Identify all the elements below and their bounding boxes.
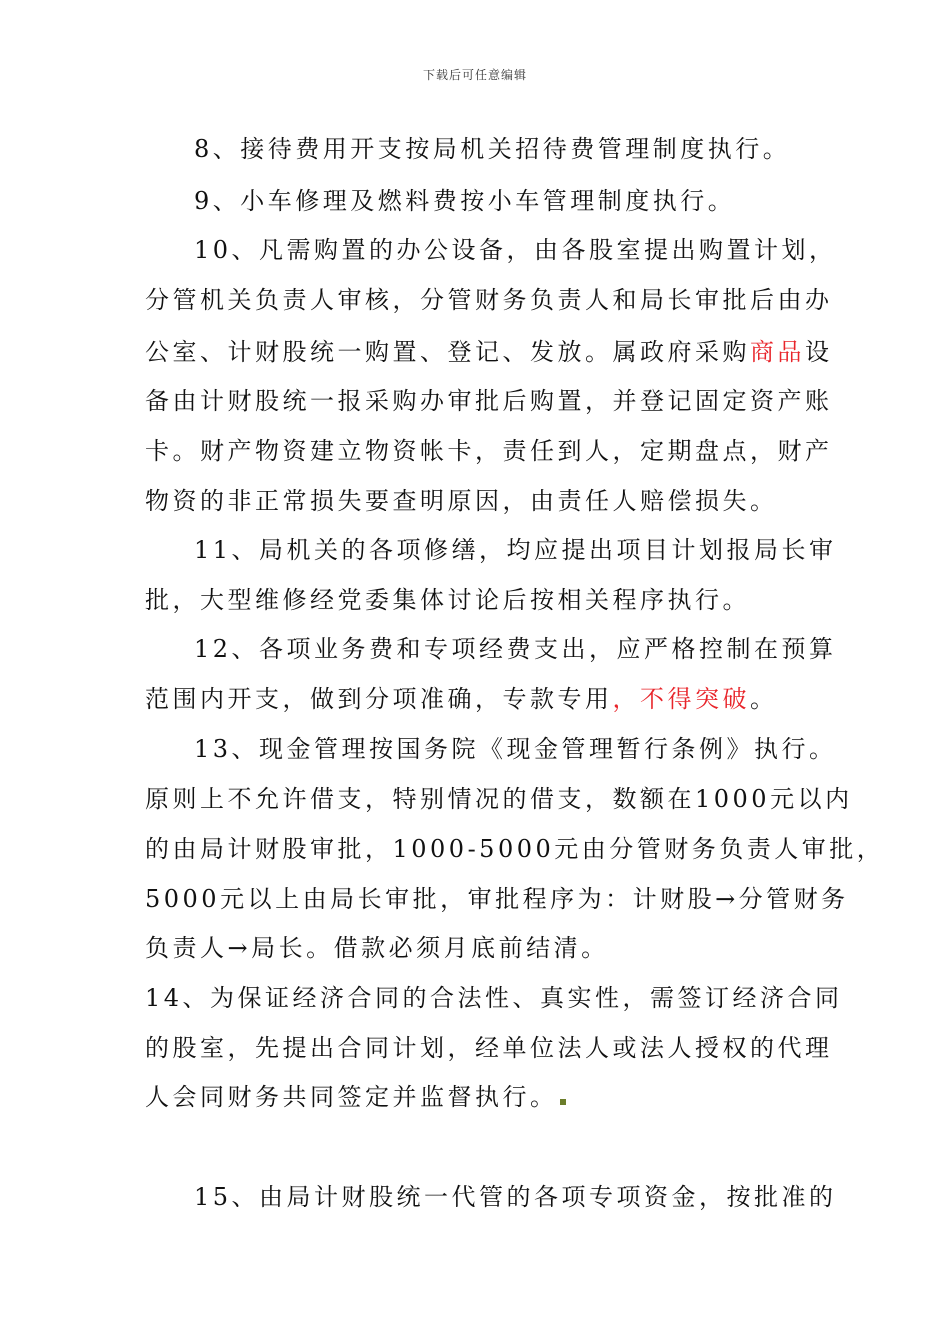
paragraph-line: 5000元以上由局长审批，审批程序为：计财股→分管财务 [145, 885, 849, 913]
paragraph-line [145, 683, 778, 715]
paragraph-line: 卡。财产物资建立物资帐卡，责任到人，定期盘点，财产 [145, 437, 833, 465]
paragraph-line: 10、凡需购置的办公设备，由各股室提出购置计划， [194, 236, 837, 264]
line-segment: 设 [805, 338, 833, 366]
paragraph-line: 批，大型维修经党委集体讨论后按相关程序执行。 [145, 586, 750, 614]
paragraph-line: 9、小车修理及燃料费按小车管理制度执行。 [194, 187, 736, 215]
paragraph-line: 12、各项业务费和专项经费支出，应严格控制在预算 [194, 635, 837, 663]
highlighted-text: ，不得突破 [612, 685, 750, 713]
page-header: 下载后可任意编辑 [422, 68, 527, 82]
anchor-marker-icon [560, 1099, 566, 1105]
paragraph-line: 15、由局计财股统一代管的各项专项资金，按批准的 [194, 1183, 837, 1211]
line-segment: 人会同财务共同签定并监督执行。 [145, 1083, 558, 1111]
paragraph-line: 物资的非正常损失要查明原因，由责任人赔偿损失。 [145, 487, 778, 515]
paragraph-line: 14、为保证经济合同的合法性、真实性，需签订经济合同 [145, 984, 843, 1012]
paragraph-line: 的由局计财股审批，1000-5000元由分管财务负责人审批， [145, 835, 885, 863]
paragraph-line [145, 336, 833, 368]
line-segment: 。 [750, 685, 778, 713]
paragraph-line: 备由计财股统一报采购办审批后购置，并登记固定资产账 [145, 387, 833, 415]
paragraph-line: 的股室，先提出合同计划，经单位法人或法人授权的代理 [145, 1034, 833, 1062]
paragraph-line [145, 1081, 566, 1113]
paragraph-line: 原则上不允许借支，特别情况的借支，数额在1000元以内 [145, 785, 853, 813]
paragraph-line: 13、现金管理按国务院《现金管理暂行条例》执行。 [194, 735, 837, 763]
paragraph-line: 分管机关负责人审核，分管财务负责人和局长审批后由办 [145, 286, 833, 314]
paragraph-line: 11、局机关的各项修缮，均应提出项目计划报局长审 [194, 536, 837, 564]
highlighted-text: 商品 [750, 338, 805, 366]
line-segment: 范围内开支，做到分项准确，专款专用 [145, 685, 613, 713]
line-segment: 公室、计财股统一购置、登记、发放。属政府采购 [145, 338, 750, 366]
paragraph-line: 负责人→局长。借款必须月底前结清。 [145, 934, 609, 962]
paragraph-line: 8、接待费用开支按局机关招待费管理制度执行。 [194, 135, 791, 163]
